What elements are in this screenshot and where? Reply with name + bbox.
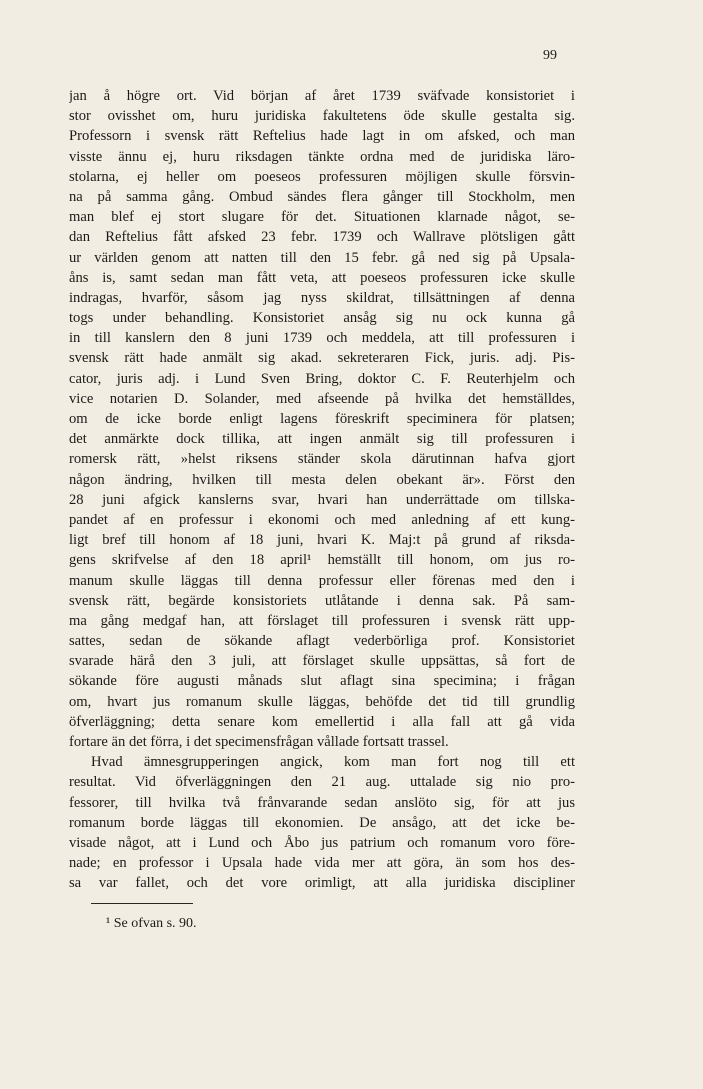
page-number: 99 xyxy=(543,48,557,63)
text-line: manum skulle läggas till denna professur eller förenas med den i xyxy=(69,572,575,589)
text-line: öfverläggning; detta senare kom emellertid i alla fall att gå vida xyxy=(69,713,575,730)
text-line: na på samma gång. Ombud sändes flera gånger till Stockholm, men xyxy=(69,188,575,205)
text-line: svensk rätt, begärde konsistoriets utlåtande i denna sak. På sam- xyxy=(69,592,575,609)
text-line: sa var fallet, och det vore orimligt, att alla juridiska discipliner xyxy=(69,875,575,892)
text-line: dan Reftelius fått afsked 23 febr. 1739 och Wallrave plötsligen gått xyxy=(69,229,575,246)
text-line: nade; en professor i Upsala hade vida mer att göra, än som hos des- xyxy=(69,855,575,872)
text-line: fessorer, till hvilka två frånvarande sedan anslöto sig, för att jus xyxy=(69,794,575,811)
text-line: stolarna, ej heller om poeseos professuren möjligen skulle försvin- xyxy=(69,168,575,185)
text-line: 28 juni afgick kanslerns svar, hvari han underrättade om tillska- xyxy=(69,491,575,508)
text-line: om de icke borde enligt lagens föreskrift speciminera för platsen; xyxy=(69,411,575,427)
text-line: ligt bref till honom af 18 juni, hvari K. Maj:t på grund af riksda- xyxy=(69,532,575,549)
text-line: stor ovisshet om, huru juridiska fakultetens öde skulle gestalta sig. xyxy=(69,108,575,125)
text-line: resultat. Vid öfverläggningen den 21 aug. uttalade sig nio pro- xyxy=(69,774,575,791)
body-text xyxy=(69,86,575,894)
text-line: in till kanslern den 8 juni 1739 och meddela, att till professuren i xyxy=(69,330,575,347)
text-line: ma gång medgaf han, att förslaget till professuren i svensk rätt upp- xyxy=(69,612,575,629)
text-line: gens skrifvelse af den 18 april¹ hemställt till honom, om jus ro- xyxy=(69,552,575,569)
footnote-divider xyxy=(91,903,193,904)
text-line: vice notarien D. Solander, med afseende på hvilka det hemställdes, xyxy=(69,390,575,407)
text-line: visste ännu ej, huru riksdagen tänkte ordna med de juridiska läro- xyxy=(69,148,575,165)
text-line: någon ändring, hvilken till mesta delen obekant är». Först den xyxy=(69,471,575,488)
text-line: cator, juris adj. i Lund Sven Bring, doktor C. F. Reuterhjelm och xyxy=(69,370,575,387)
text-line: sattes, sedan de sökande aflagt vederbörliga prof. Konsistoriet xyxy=(69,633,575,650)
text-line: romersk rätt, »helst riksens ständer skola därutinnan hafva gjort xyxy=(69,451,575,468)
text-line: fortare än det förra, i det specimensfrågan vållade fortsatt trassel. xyxy=(69,734,449,750)
footnote: ¹ Se ofvan s. 90. xyxy=(106,916,197,931)
text-line: sökande före augusti månads slut aflagt sina specimina; i frågan xyxy=(69,673,575,690)
text-line: togs under behandling. Konsistoriet ansåg sig nu ock kunna gå xyxy=(69,310,575,327)
text-line: man blef ej stort slugare för det. Situationen klarnade något, se- xyxy=(69,209,575,226)
text-line: svarade härå den 3 juli, att förslaget skulle uppsättas, så fort de xyxy=(69,653,575,670)
text-line: Professorn i svensk rätt Reftelius hade lagt in om afsked, och man xyxy=(69,128,575,145)
text-line: svensk rätt hade anmält sig akad. sekreteraren Fick, juris. adj. Pis- xyxy=(69,350,575,367)
text-line: romanum borde läggas till ekonomien. De ansågo, att det icke be- xyxy=(69,814,575,831)
text-line: åns is, samt sedan man fått veta, att poeseos professuren icke skulle xyxy=(69,269,575,286)
text-line: Hvad ämnesgrupperingen angick, kom man fort nog till ett xyxy=(91,754,575,771)
text-line: om, hvart jus romanum skulle läggas, behöfde det tid till grundlig xyxy=(69,693,575,710)
text-line: ur världen genom att natten till den 15 febr. gå ned sig på Upsala- xyxy=(69,249,575,266)
text-line: indragas, hvarför, såsom jag nyss skildrat, tillsättningen af denna xyxy=(69,289,575,306)
text-line: pandet af en professur i ekonomi och med anledning af ett kung- xyxy=(69,511,575,528)
text-line: visade något, att i Lund och Åbo jus patrium och romanum voro före- xyxy=(69,834,575,851)
text-line: det anmärkte dock tillika, att ingen anmält sig till professuren i xyxy=(69,431,575,448)
text-line: jan å högre ort. Vid början af året 1739 sväfvade konsistoriet i xyxy=(69,88,575,104)
